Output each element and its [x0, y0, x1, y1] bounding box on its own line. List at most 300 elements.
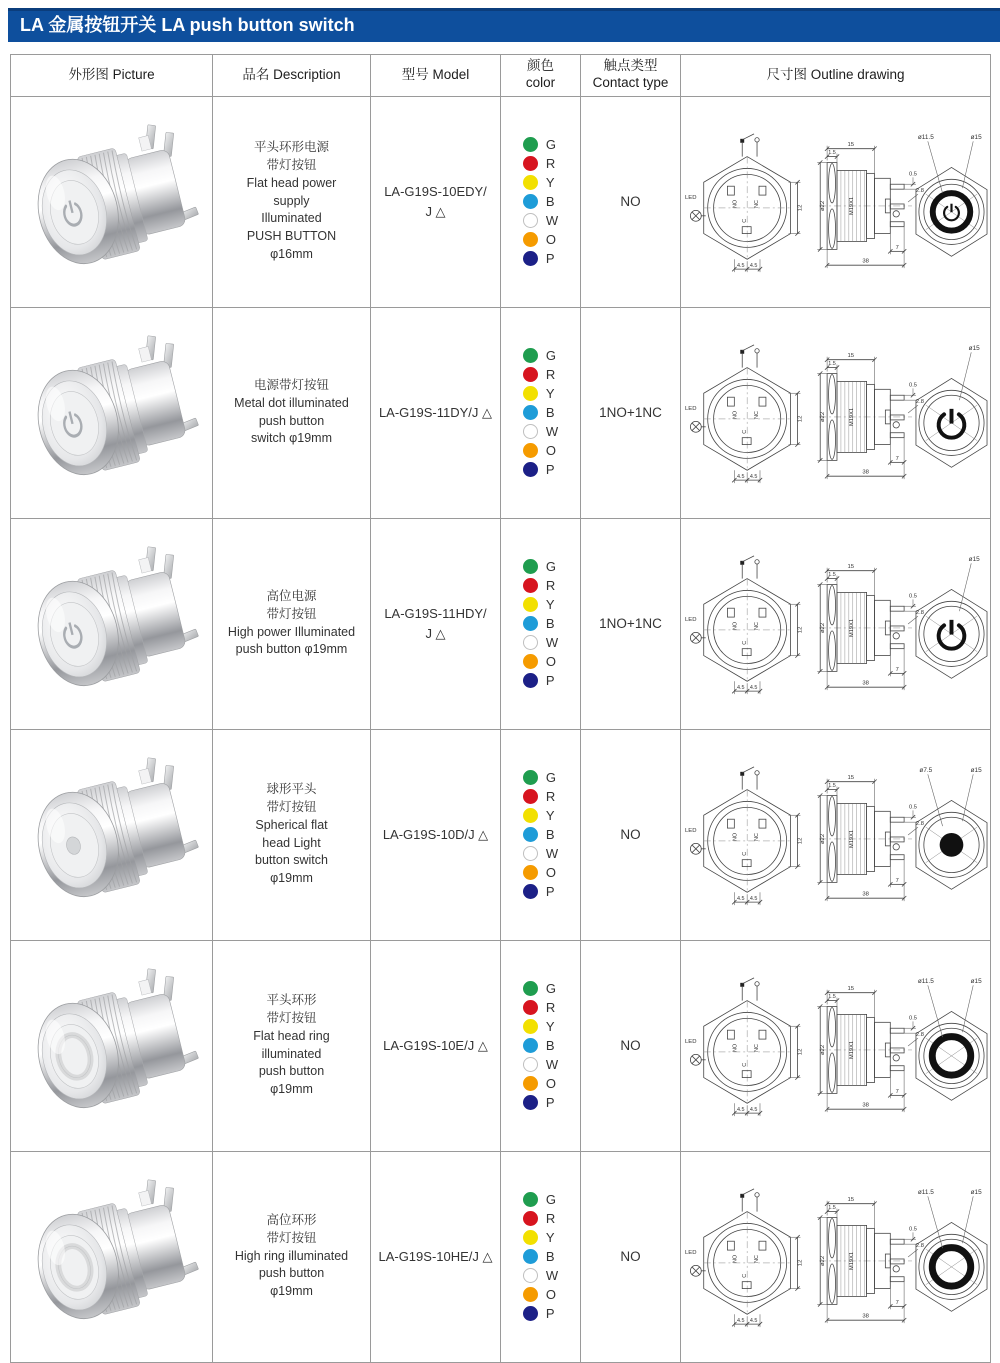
svg-text:15: 15: [847, 1196, 854, 1203]
color-dot: [523, 1000, 538, 1015]
svg-text:15: 15: [847, 141, 854, 148]
color-dot: [523, 348, 538, 363]
svg-text:LED: LED: [684, 1038, 696, 1045]
svg-text:2.8: 2.8: [915, 820, 924, 827]
color-code: R: [545, 1000, 556, 1015]
svg-text:1.5: 1.5: [827, 782, 836, 789]
color-dot: [523, 616, 538, 631]
color-option: [523, 1249, 558, 1264]
svg-text:C: C: [741, 1062, 748, 1067]
svg-text:2.8: 2.8: [915, 1242, 924, 1249]
color-option: [523, 1000, 558, 1015]
product-model-cell: [371, 518, 501, 729]
svg-text:NC: NC: [753, 410, 760, 419]
color-dot: [523, 1211, 538, 1226]
color-option: [523, 462, 558, 477]
color-dot: [523, 156, 538, 171]
outline-drawing: [683, 548, 989, 700]
color-dot: [523, 827, 538, 842]
svg-text:NC: NC: [753, 1254, 760, 1263]
svg-text:ø11.5: ø11.5: [917, 133, 934, 141]
color-dot: [523, 443, 538, 458]
color-code: P: [545, 673, 555, 688]
color-code: Y: [545, 386, 555, 401]
svg-text:2.8: 2.8: [915, 398, 924, 405]
table-row: [11, 729, 991, 940]
svg-text:C: C: [741, 218, 748, 223]
svg-text:ø15: ø15: [968, 344, 980, 352]
color-dot: [523, 1268, 538, 1283]
svg-text:M19X1: M19X1: [848, 829, 855, 848]
color-code: W: [545, 1268, 559, 1283]
outline-drawing-cell: [681, 729, 991, 940]
product-model: LA-G19S-11DY/J △: [378, 404, 493, 420]
color-option: [523, 597, 558, 612]
color-code: O: [545, 1287, 556, 1302]
color-dot: [523, 251, 538, 266]
color-dot: [523, 1306, 538, 1321]
header-color: 颜色 color: [501, 54, 581, 96]
svg-text:12: 12: [796, 415, 803, 422]
product-description: 高位环形 带灯按钮 High ring illuminated push button φ19mm: [234, 1213, 349, 1299]
color-dot: [523, 386, 538, 401]
svg-text:12: 12: [796, 837, 803, 844]
color-code: B: [545, 405, 555, 420]
contact-type-cell: [581, 940, 681, 1151]
svg-text:LED: LED: [684, 827, 696, 834]
color-option: [523, 981, 558, 996]
table-row: [11, 307, 991, 518]
color-dot: [523, 405, 538, 420]
svg-text:4.5: 4.5: [749, 1106, 757, 1113]
color-dot: [523, 654, 538, 669]
color-option: [523, 213, 558, 228]
color-options-cell: [501, 729, 581, 940]
svg-text:1.5: 1.5: [827, 360, 836, 367]
svg-text:15: 15: [847, 352, 854, 359]
color-code: Y: [545, 175, 555, 190]
svg-text:4.5: 4.5: [736, 1106, 745, 1113]
table-row: [11, 518, 991, 729]
color-option: [523, 1095, 558, 1110]
color-code: W: [545, 424, 559, 439]
svg-text:2.8: 2.8: [915, 187, 924, 194]
color-options-cell: [501, 307, 581, 518]
product-description-cell: [213, 518, 371, 729]
svg-text:4.5: 4.5: [736, 684, 745, 691]
color-option: [523, 884, 558, 899]
color-options: [523, 348, 558, 477]
color-option: [523, 808, 558, 823]
contact-type-cell: [581, 96, 681, 307]
product-model-cell: [371, 307, 501, 518]
color-dot: [523, 1076, 538, 1091]
color-code: R: [545, 367, 556, 382]
product-photo: [14, 322, 210, 504]
product-model-cell: [371, 729, 501, 940]
color-option: [523, 865, 558, 880]
product-model: LA-G19S-10EDY/ J △: [384, 184, 487, 219]
color-options-cell: [501, 96, 581, 307]
svg-text:M19X1: M19X1: [848, 1251, 855, 1270]
svg-text:ø15: ø15: [970, 766, 982, 774]
color-code: B: [545, 616, 555, 631]
color-option: [523, 635, 558, 650]
outline-drawing: [683, 759, 989, 911]
color-dot: [523, 175, 538, 190]
color-code: B: [545, 827, 555, 842]
color-code: G: [545, 770, 556, 785]
svg-text:38: 38: [861, 258, 869, 265]
color-option: [523, 137, 558, 152]
product-description-cell: [213, 729, 371, 940]
color-dot: [523, 578, 538, 593]
color-code: W: [545, 1057, 559, 1072]
color-dot: [523, 597, 538, 612]
color-option: [523, 1211, 558, 1226]
color-option: [523, 405, 558, 420]
svg-text:ø22: ø22: [819, 833, 826, 844]
color-code: W: [545, 846, 559, 861]
product-description: 球形平头 带灯按钮 Spherical flat head Light button switch φ19mm: [255, 782, 328, 885]
color-code: P: [545, 1306, 555, 1321]
color-option: [523, 846, 558, 861]
color-code: G: [545, 137, 556, 152]
color-dot: [523, 232, 538, 247]
svg-text:NO: NO: [731, 1043, 738, 1052]
color-dot: [523, 1019, 538, 1034]
color-option: [523, 578, 558, 593]
outline-drawing-cell: [681, 307, 991, 518]
table-row: [11, 96, 991, 307]
svg-text:7: 7: [895, 244, 899, 251]
svg-text:4.5: 4.5: [736, 262, 745, 269]
svg-text:4.5: 4.5: [736, 1317, 745, 1324]
svg-text:15: 15: [847, 563, 854, 570]
color-code: B: [545, 1038, 555, 1053]
svg-text:ø22: ø22: [819, 622, 826, 633]
color-dot: [523, 1095, 538, 1110]
header-outline-drawing: 尺寸图 Outline drawing: [681, 54, 991, 96]
header-description: 品名 Description: [213, 54, 371, 96]
svg-text:15: 15: [847, 774, 854, 781]
contact-type-cell: [581, 518, 681, 729]
svg-text:12: 12: [796, 1048, 803, 1055]
color-options: [523, 1192, 558, 1321]
color-dot: [523, 213, 538, 228]
color-dot: [523, 865, 538, 880]
color-dot: [523, 424, 538, 439]
color-code: P: [545, 884, 555, 899]
svg-text:4.5: 4.5: [749, 473, 757, 480]
color-dot: [523, 1057, 538, 1072]
svg-text:38: 38: [861, 891, 869, 898]
product-photo: [14, 533, 210, 715]
color-code: B: [545, 1249, 555, 1264]
svg-text:4.5: 4.5: [736, 473, 745, 480]
svg-text:ø11.5: ø11.5: [917, 1188, 934, 1196]
color-code: Y: [545, 808, 555, 823]
color-option: [523, 1306, 558, 1321]
svg-text:NO: NO: [731, 410, 738, 419]
color-options-cell: [501, 1151, 581, 1362]
color-option: [523, 1038, 558, 1053]
color-dot: [523, 462, 538, 477]
product-photo-cell: [11, 307, 213, 518]
outline-drawing: [683, 337, 989, 489]
table-row: [11, 1151, 991, 1362]
svg-text:7: 7: [895, 455, 899, 462]
color-dot: [523, 1287, 538, 1302]
page-title-text: LA 金属按钮开关 LA push button switch: [20, 15, 355, 35]
product-photo-cell: [11, 729, 213, 940]
contact-type: NO: [620, 1249, 641, 1264]
color-dot: [523, 559, 538, 574]
svg-text:4.5: 4.5: [736, 895, 745, 902]
product-description: 电源带灯按钮 Metal dot illuminated push button switch φ19mm: [234, 378, 349, 446]
contact-type: NO: [620, 827, 641, 842]
svg-text:C: C: [741, 640, 748, 645]
product-description-cell: [213, 96, 371, 307]
color-dot: [523, 808, 538, 823]
svg-text:7: 7: [895, 1088, 899, 1095]
svg-text:LED: LED: [684, 194, 696, 201]
svg-text:M19X1: M19X1: [848, 407, 855, 426]
svg-text:4.5: 4.5: [749, 1317, 757, 1324]
color-code: W: [545, 213, 559, 228]
color-options: [523, 770, 558, 899]
color-dot: [523, 673, 538, 688]
svg-text:NO: NO: [731, 1254, 738, 1263]
svg-text:0.5: 0.5: [908, 381, 917, 388]
svg-text:38: 38: [861, 1102, 869, 1109]
table-header-row: [11, 54, 991, 96]
svg-text:12: 12: [796, 626, 803, 633]
color-options: [523, 559, 558, 688]
color-code: G: [545, 559, 556, 574]
product-photo: [14, 955, 210, 1137]
product-photo: [14, 744, 210, 926]
svg-text:ø22: ø22: [819, 200, 826, 211]
product-description: 平头环形 带灯按钮 Flat head ring illuminated push button φ19mm: [253, 993, 330, 1096]
color-dot: [523, 194, 538, 209]
color-option: [523, 1076, 558, 1091]
svg-text:38: 38: [861, 1313, 869, 1320]
svg-text:0.5: 0.5: [908, 1014, 917, 1021]
color-option: [523, 175, 558, 190]
color-options: [523, 137, 558, 266]
color-code: O: [545, 443, 556, 458]
color-dot: [523, 884, 538, 899]
color-code: R: [545, 156, 556, 171]
color-dot: [523, 1038, 538, 1053]
svg-text:M19X1: M19X1: [848, 1040, 855, 1059]
product-model-cell: [371, 96, 501, 307]
svg-text:LED: LED: [684, 405, 696, 412]
outline-drawing: [683, 1181, 989, 1333]
outline-drawing: [683, 126, 989, 278]
svg-text:1.5: 1.5: [827, 993, 836, 1000]
color-option: [523, 424, 558, 439]
color-code: G: [545, 348, 556, 363]
color-option: [523, 827, 558, 842]
svg-text:ø11.5: ø11.5: [917, 977, 934, 985]
color-code: R: [545, 578, 556, 593]
color-option: [523, 1230, 558, 1245]
product-description-cell: [213, 1151, 371, 1362]
svg-text:LED: LED: [684, 1249, 696, 1256]
color-option: [523, 386, 558, 401]
product-model-cell: [371, 940, 501, 1151]
color-dot: [523, 1192, 538, 1207]
svg-text:1.5: 1.5: [827, 1204, 836, 1211]
svg-text:NO: NO: [731, 199, 738, 208]
svg-text:ø15: ø15: [968, 555, 980, 563]
svg-text:C: C: [741, 429, 748, 434]
color-option: [523, 232, 558, 247]
header-contact-type: 触点类型 Contact type: [581, 54, 681, 96]
color-code: R: [545, 1211, 556, 1226]
table-row: [11, 940, 991, 1151]
svg-text:0.5: 0.5: [908, 1225, 917, 1232]
svg-text:7: 7: [895, 877, 899, 884]
svg-text:ø15: ø15: [970, 977, 982, 985]
color-option: [523, 654, 558, 669]
svg-text:ø15: ø15: [970, 1188, 982, 1196]
header-picture: 外形图 Picture: [11, 54, 213, 96]
svg-text:7: 7: [895, 1299, 899, 1306]
page-title: [8, 8, 1000, 42]
color-code: Y: [545, 1019, 555, 1034]
color-option: [523, 789, 558, 804]
svg-text:NO: NO: [731, 832, 738, 841]
product-photo-cell: [11, 96, 213, 307]
svg-text:NO: NO: [731, 621, 738, 630]
color-code: P: [545, 462, 555, 477]
svg-text:NC: NC: [753, 199, 760, 208]
color-code: Y: [545, 1230, 555, 1245]
svg-text:4.5: 4.5: [749, 684, 757, 691]
color-code: G: [545, 1192, 556, 1207]
contact-type-cell: [581, 729, 681, 940]
color-option: [523, 770, 558, 785]
color-dot: [523, 367, 538, 382]
color-code: O: [545, 865, 556, 880]
outline-drawing-cell: [681, 518, 991, 729]
color-dot: [523, 137, 538, 152]
color-dot: [523, 635, 538, 650]
color-option: [523, 559, 558, 574]
color-option: [523, 1192, 558, 1207]
contact-type-cell: [581, 1151, 681, 1362]
svg-text:M19X1: M19X1: [848, 196, 855, 215]
product-photo: [14, 111, 210, 293]
color-dot: [523, 846, 538, 861]
outline-drawing-cell: [681, 940, 991, 1151]
svg-text:C: C: [741, 851, 748, 856]
svg-text:NC: NC: [753, 1043, 760, 1052]
product-model: LA-G19S-10HE/J △: [378, 1248, 493, 1264]
color-dot: [523, 1230, 538, 1245]
svg-text:2.8: 2.8: [915, 609, 924, 616]
color-option: [523, 1287, 558, 1302]
color-code: R: [545, 789, 556, 804]
svg-text:0.5: 0.5: [908, 803, 917, 810]
contact-type: 1NO+1NC: [599, 405, 662, 420]
svg-text:0.5: 0.5: [908, 592, 917, 599]
color-code: O: [545, 1076, 556, 1091]
svg-text:4.5: 4.5: [749, 262, 757, 269]
product-table: [10, 54, 991, 1363]
color-option: [523, 367, 558, 382]
svg-text:2.8: 2.8: [915, 1031, 924, 1038]
color-dot: [523, 1249, 538, 1264]
color-option: [523, 443, 558, 458]
product-description: 平头环形电源 带灯按钮 Flat head power supply Illuminated PUSH BUTTON φ16mm: [246, 140, 337, 261]
svg-text:38: 38: [861, 680, 869, 687]
product-description-cell: [213, 940, 371, 1151]
svg-text:ø22: ø22: [819, 1044, 826, 1055]
svg-text:4.5: 4.5: [749, 895, 757, 902]
color-code: P: [545, 1095, 555, 1110]
svg-text:ø15: ø15: [970, 133, 982, 141]
color-code: O: [545, 232, 556, 247]
product-photo-cell: [11, 1151, 213, 1362]
svg-text:LED: LED: [684, 616, 696, 623]
contact-type: 1NO+1NC: [599, 616, 662, 631]
color-option: [523, 251, 558, 266]
color-option: [523, 1268, 558, 1283]
product-model: LA-G19S-10E/J △: [383, 1037, 488, 1053]
header-model: 型号 Model: [371, 54, 501, 96]
svg-text:NC: NC: [753, 832, 760, 841]
product-photo: [14, 1166, 210, 1348]
color-code: B: [545, 194, 555, 209]
color-option: [523, 156, 558, 171]
color-options: [523, 981, 558, 1110]
color-dot: [523, 770, 538, 785]
svg-text:12: 12: [796, 204, 803, 211]
product-description-cell: [213, 307, 371, 518]
contact-type: NO: [620, 194, 641, 209]
color-code: W: [545, 635, 559, 650]
color-code: O: [545, 654, 556, 669]
svg-text:12: 12: [796, 1259, 803, 1266]
svg-text:38: 38: [861, 469, 869, 476]
color-options-cell: [501, 940, 581, 1151]
color-option: [523, 1057, 558, 1072]
product-photo-cell: [11, 940, 213, 1151]
outline-drawing-cell: [681, 1151, 991, 1362]
color-option: [523, 348, 558, 363]
svg-text:ø7.5: ø7.5: [918, 766, 932, 774]
product-model-cell: [371, 1151, 501, 1362]
product-photo-cell: [11, 518, 213, 729]
color-options-cell: [501, 518, 581, 729]
product-description: 高位电源 带灯按钮 High power Illuminated push button φ19mm: [227, 589, 356, 657]
svg-text:NC: NC: [753, 621, 760, 630]
contact-type-cell: [581, 307, 681, 518]
product-model: LA-G19S-10D/J △: [382, 826, 489, 842]
color-dot: [523, 981, 538, 996]
color-code: Y: [545, 597, 555, 612]
svg-text:C: C: [741, 1273, 748, 1278]
color-option: [523, 194, 558, 209]
svg-text:M19X1: M19X1: [848, 618, 855, 637]
svg-text:7: 7: [895, 666, 899, 673]
svg-text:1.5: 1.5: [827, 149, 836, 156]
svg-text:1.5: 1.5: [827, 571, 836, 578]
